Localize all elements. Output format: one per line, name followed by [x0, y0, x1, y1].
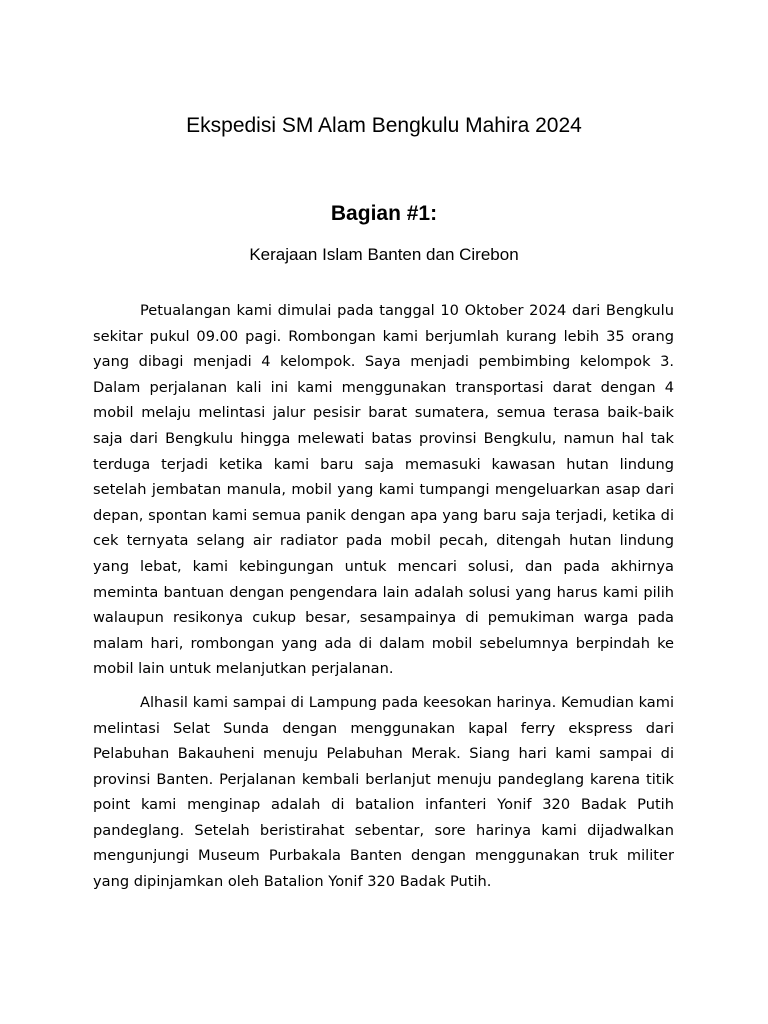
section-subtitle: Kerajaan Islam Banten dan Cirebon [249, 245, 519, 264]
paragraph-1: Petualangan kami dimulai pada tanggal 10 Oktober 2024 dari Bengkulu sekitar pukul 09.00 pagi. Rombongan kami berjumlah kurang lebih 35 orang yang dibagi menjadi 4 kelompok. Saya menjadi pembimbing kelompok 3. Dalam perjalanan kali ini kami menggunakan transportasi darat dengan 4 mobil melaju melintasi jalur pesisir barat sumatera, semua terasa baik-baik saja dari Bengkulu hingga melewati batas provinsi Bengkulu, namun hal tak terduga terjadi ketika kami baru saja memasuki kawasan hutan lindung setelah jembatan manula, mobil yang kami tumpangi mengeluarkan asap dari depan, spontan kami semua panik dengan apa yang baru saja terjadi, ketika di cek ternyata selang air radiator pada mobil pecah, ditengah hutan lindung yang lebat, kami kebingungan untuk mencari solusi, dan pada akhirnya meminta bantuan dengan pengendara lain adalah solusi yang harus kami pilih walaupun resikonya cukup besar, sesampainya di pemukiman warga pada malam hari, rombongan yang ada di dalam mobil sebelumnya berpindah ke mobil lain untuk melanjutkan perjalanan. [93, 302, 674, 678]
section-heading: Bagian #1: [330, 202, 438, 225]
body-text [93, 298, 674, 903]
document-title: Ekspedisi SM Alam Bengkulu Mahira 2024 [186, 114, 582, 137]
paragraph-2: Alhasil kami sampai di Lampung pada keesokan harinya. Kemudian kami melintasi Selat Sunda dengan menggunakan kapal ferry ekspress dari Pelabuhan Bakauheni menuju Pelabuhan Merak. Siang hari kami sampai di provinsi Banten. Perjalanan kembali berlanjut menuju pandeglang karena titik point kami menginap adalah di batalion infanteri Yonif 320 Badak Putih pandeglang. Setelah beristirahat sebentar, sore harinya kami dijadwalkan mengunjungi Museum Purbakala Banten dengan menggunakan truk militer yang dipinjamkan oleh Batalion Yonif 320 Badak Putih. [93, 693, 674, 891]
